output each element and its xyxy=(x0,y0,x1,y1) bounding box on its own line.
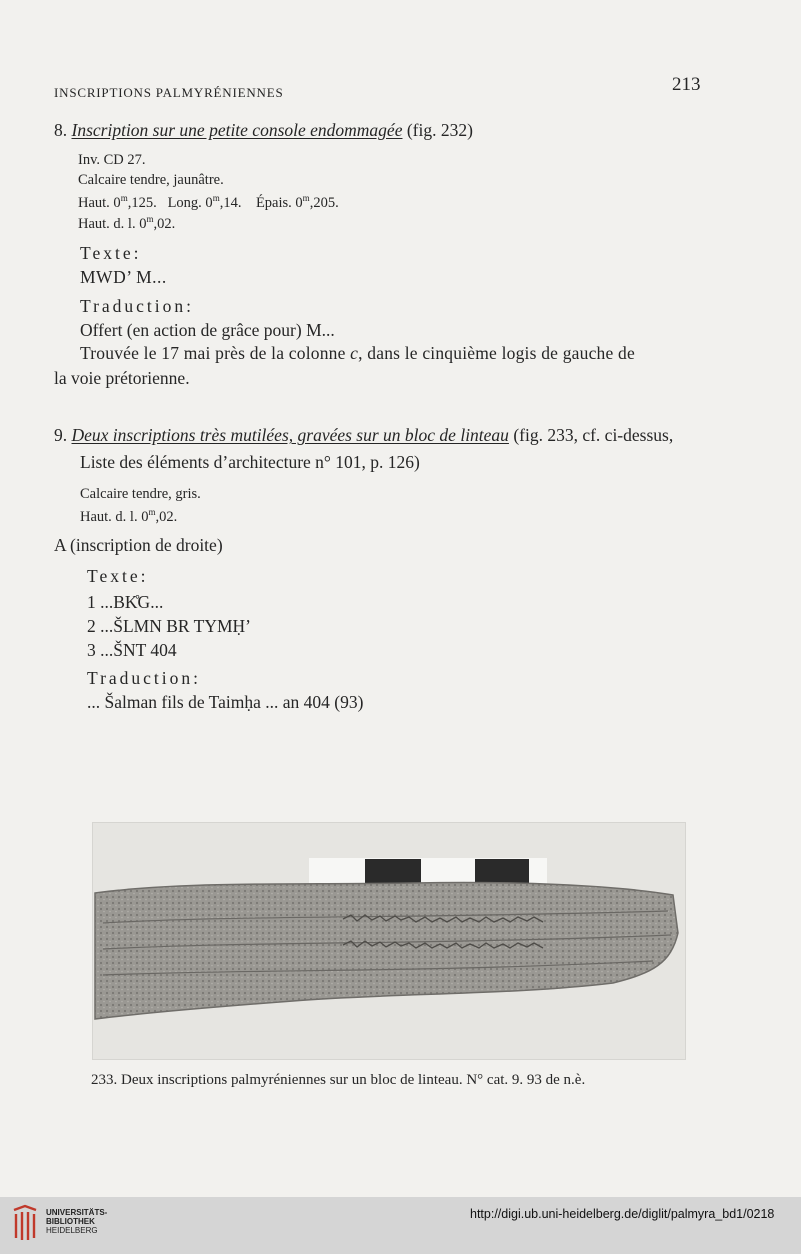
entry-9-heading xyxy=(54,425,673,446)
entry-8-fig-ref: (fig. 232) xyxy=(402,120,473,140)
entry-8-findspot-line-1: Trouvée le 17 mai près de la colonne c, dans le cinquième logis de gauche de xyxy=(80,343,635,363)
lintel-stone-image xyxy=(93,823,685,1059)
entry-9-traduction: ... Šalman fils de Taimḥa ... an 404 (93) xyxy=(87,692,364,712)
entry-9-texte-label: Texte: xyxy=(87,566,149,586)
lintel-photograph xyxy=(92,822,686,1060)
entry-8-texte: MWD’ M... xyxy=(80,267,167,287)
entry-9-texte-line-2: 2 ...ŠLMN BR TYMḤ’ xyxy=(87,616,252,636)
entry-8-letter-height: Haut. d. l. 0$^m$,02. xyxy=(78,214,176,232)
entry-8-material: Calcaire tendre, jaunâtre. xyxy=(78,172,224,188)
running-head: INSCRIPTIONS PALMYRÉNIENNES xyxy=(54,85,284,100)
entry-8-dimensions: Haut. 0$^m$,125. Long. 0$^m$,14. Épais. 0$^m$,205. xyxy=(78,193,339,211)
entry-8-number: 8. xyxy=(54,120,68,140)
entry-8-inv: Inv. CD 27. xyxy=(78,152,146,168)
entry-9-traduction-label: Traduction: xyxy=(87,668,202,688)
entry-8-findspot-line-2: la voie prétorienne. xyxy=(54,368,190,388)
source-url[interactable]: http://digi.ub.uni-heidelberg.de/diglit/palmyra_bd1/0218 xyxy=(470,1207,775,1221)
footer-bar xyxy=(0,1197,801,1254)
entry-9-number: 9. xyxy=(54,425,68,445)
entry-9-texte-line-1: 1 ...BK̊G... xyxy=(87,592,164,612)
entry-8-heading xyxy=(54,120,473,141)
figure-caption: 233. Deux inscriptions palmyréniennes sur un bloc de linteau. N° cat. 9. 93 de n.è. xyxy=(91,1072,586,1088)
entry-8-texte-label: Texte: xyxy=(80,243,142,263)
left-support-block xyxy=(365,859,421,883)
entry-9-material: Calcaire tendre, gris. xyxy=(80,486,201,502)
page-number: 213 xyxy=(672,74,701,95)
inscription-a-heading: A (inscription de droite) xyxy=(54,535,223,555)
right-support-block xyxy=(475,859,529,883)
library-logo-icon xyxy=(10,1204,40,1244)
entry-9-title: Deux inscriptions très mutilées, gravées sur un bloc de linteau xyxy=(71,425,509,445)
entry-8-title: Inscription sur une petite console endommagée xyxy=(71,120,403,140)
entry-8-traduction-label: Traduction: xyxy=(80,296,195,316)
entry-9-heading-line-2: Liste des éléments d’architecture n° 101, p. 126) xyxy=(80,452,420,472)
library-name: UNIVERSITÄTS- BIBLIOTHEK HEIDELBERG xyxy=(46,1208,108,1235)
entry-9-texte-line-3: 3 ...ŠNT 404 xyxy=(87,640,177,660)
entry-8-traduction: Offert (en action de grâce pour) M... xyxy=(80,320,335,340)
entry-9-fig-ref: (fig. 233, cf. ci-dessus, xyxy=(508,425,674,445)
entry-9-letter-height: Haut. d. l. 0$^m$,02. xyxy=(80,507,178,525)
